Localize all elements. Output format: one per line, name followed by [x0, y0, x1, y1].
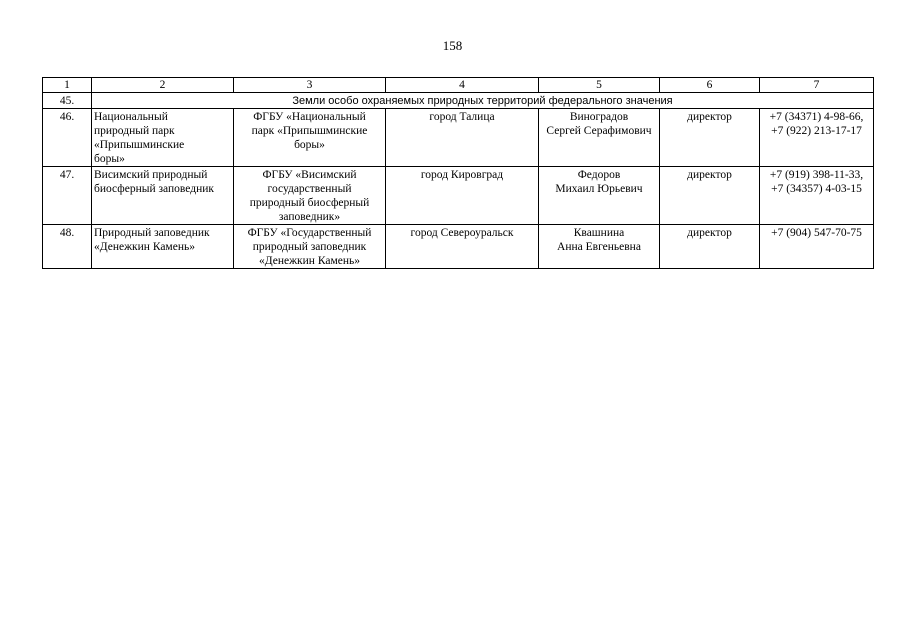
territory-name: Национальный природный парк «Припышминские боры»	[92, 109, 234, 167]
row-number: 46.	[43, 109, 92, 167]
column-number: 5	[539, 78, 660, 93]
position: директор	[660, 225, 760, 269]
territory-name: Висимский природный биосферный заповедник	[92, 167, 234, 225]
position: директор	[660, 109, 760, 167]
territory-name: Природный заповедник «Денежкин Камень»	[92, 225, 234, 269]
position: директор	[660, 167, 760, 225]
phone: +7 (904) 547-70-75	[760, 225, 874, 269]
column-number: 4	[386, 78, 539, 93]
person-name: Квашнина Анна Евгеньевна	[539, 225, 660, 269]
table-row	[43, 109, 874, 167]
column-number: 3	[234, 78, 386, 93]
organization-name: ФГБУ «Висимский государственный природный биосферный заповедник»	[234, 167, 386, 225]
city: город Кировград	[386, 167, 539, 225]
row-number: 48.	[43, 225, 92, 269]
section-number: 45.	[43, 93, 92, 109]
person-name: Виноградов Сергей Серафимович	[539, 109, 660, 167]
table-row	[43, 225, 874, 269]
column-number: 2	[92, 78, 234, 93]
city: город Талица	[386, 109, 539, 167]
person-name: Федоров Михаил Юрьевич	[539, 167, 660, 225]
table-row	[43, 167, 874, 225]
city: город Североуральск	[386, 225, 539, 269]
column-number: 7	[760, 78, 874, 93]
reserves-table	[42, 77, 874, 269]
page-number: 158	[442, 38, 463, 53]
phone: +7 (34371) 4-98-66, +7 (922) 213-17-17	[760, 109, 874, 167]
column-number-row	[43, 78, 874, 93]
row-number: 47.	[43, 167, 92, 225]
organization-name: ФГБУ «Национальный парк «Припышминские боры»	[234, 109, 386, 167]
phone: +7 (919) 398-11-33, +7 (34357) 4-03-15	[760, 167, 874, 225]
column-number: 1	[43, 78, 92, 93]
section-row	[43, 93, 874, 109]
organization-name: ФГБУ «Государственный природный заповедник «Денежкин Камень»	[234, 225, 386, 269]
column-number: 6	[660, 78, 760, 93]
section-title: Земли особо охраняемых природных территорий федерального значения	[92, 93, 874, 109]
